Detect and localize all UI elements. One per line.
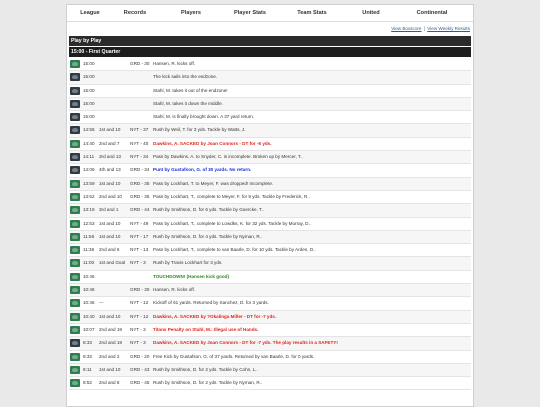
play-down: 1st and 10 <box>99 220 121 226</box>
nav-league[interactable]: League <box>80 10 100 16</box>
team-logo-grd-icon <box>70 313 80 321</box>
play-down: 4th and 13 <box>99 167 121 173</box>
play-row <box>69 364 471 377</box>
play-row <box>69 297 471 310</box>
play-description: Rush by Smithson, D. for 6 yds. Tackle by Goercke, T.. <box>153 207 264 213</box>
play-time: 9:11 <box>83 366 92 372</box>
top-nav <box>67 5 473 22</box>
play-position: NYT - 3 <box>130 260 146 266</box>
play-description: Rush by Smithson, D. for 2 yds. Tackle by Nyman, R.. <box>153 380 263 386</box>
play-time: 14:11 <box>83 154 95 160</box>
play-description: Rush by Smithson, D. for 2 yds. Tackle by Cohn, L.. <box>153 366 258 372</box>
play-down: 1st and 10 <box>99 313 121 319</box>
team-logo-grd-icon <box>70 326 80 334</box>
team-logo-nyt-icon <box>70 113 80 121</box>
play-time: 8:33 <box>83 340 92 346</box>
team-logo-nyt-icon <box>70 126 80 134</box>
play-time: 12:53 <box>83 220 95 226</box>
play-description: Free Kick by Gustafson, G. of 37 yards. Returned by van Baarle, D. for 0 yards. <box>153 353 315 359</box>
team-logo-grd-icon <box>70 220 80 228</box>
play-time: 10:46 <box>83 300 95 306</box>
plays-list <box>69 58 471 390</box>
result-links <box>391 26 470 31</box>
play-description: Rush by Smithson, D. for 4 yds. Tackle by Nyman, R.. <box>153 233 263 239</box>
play-row <box>69 351 471 364</box>
team-logo-grd-icon <box>70 366 80 374</box>
play-position: GRD - 43 <box>130 366 150 372</box>
play-time: 8:52 <box>83 380 92 386</box>
nav-players[interactable]: Players <box>181 10 201 16</box>
play-description: The kick sails into the endzone. <box>153 74 218 80</box>
play-row <box>69 337 471 350</box>
team-logo-grd-icon <box>70 286 80 294</box>
play-description: Pass by Lockhart, T., complete to van Baarle, D. for 10 yds. Tackle by Arden, D.. <box>153 247 316 253</box>
team-logo-grd-icon <box>70 233 80 241</box>
view-boxscore-link[interactable]: View Boxscore <box>391 26 422 31</box>
play-down: 2nd and 19 <box>99 340 122 346</box>
play-down: 2nd and 6 <box>99 247 120 253</box>
team-logo-grd-icon <box>70 299 80 307</box>
play-time: 11:56 <box>83 233 95 239</box>
play-down: 2nd and 8 <box>99 380 120 386</box>
team-logo-grd-icon <box>70 206 80 214</box>
team-logo-grd-icon <box>70 273 80 281</box>
play-position: NYT - 3 <box>130 340 146 346</box>
play-row <box>69 271 471 284</box>
play-description: Stahl, M. is finally brought down. A 37 yard return. <box>153 114 255 120</box>
play-description: Dawkins, A. SACKED by Joan Connors - DT for -6 yds. <box>153 140 272 146</box>
play-position: NYT - 17 <box>130 233 149 239</box>
nav-united[interactable]: United <box>362 10 380 16</box>
play-position: NYT - 12 <box>130 300 149 306</box>
play-down: 2nd and 10 <box>99 193 122 199</box>
play-time: 15:00 <box>83 61 95 66</box>
play-position: NYT - 34 <box>130 154 149 160</box>
play-down: 2nd and 19 <box>99 326 122 332</box>
play-time: 14:55 <box>83 127 95 133</box>
play-description: Hansen, R. kicks off. <box>153 287 196 293</box>
play-description: Stahl, M. takes it down the middle. <box>153 100 223 106</box>
play-row <box>69 124 471 137</box>
play-time: 13:19 <box>83 207 95 213</box>
team-logo-nyt-icon <box>70 339 80 347</box>
team-logo-grd-icon <box>70 246 80 254</box>
play-row <box>69 164 471 177</box>
team-logo-grd-icon <box>70 180 80 188</box>
play-position: GRD - 35 <box>130 193 150 199</box>
play-row <box>69 218 471 231</box>
play-down: 1st and 10 <box>99 180 121 186</box>
play-time: 15:00 <box>83 74 95 80</box>
view-weekly-results-link[interactable]: View Weekly Results <box>427 26 470 31</box>
play-down: 1st and Goal <box>99 260 126 266</box>
play-time: 11:00 <box>83 260 95 266</box>
nav-records[interactable]: Records <box>123 10 147 16</box>
play-row <box>69 71 471 84</box>
team-logo-nyt-icon <box>70 100 80 108</box>
play-position: NYT - 12 <box>130 313 149 319</box>
play-time: 15:00 <box>83 87 95 93</box>
play-position: GRD - 44 <box>130 207 150 213</box>
team-logo-nyt-icon <box>70 87 80 95</box>
play-down: 1st and 10 <box>99 233 121 239</box>
play-down: 1st and 10 <box>99 366 121 372</box>
team-logo-nyt-icon <box>70 166 80 174</box>
play-time: 13:59 <box>83 180 95 186</box>
nav-continental[interactable]: Continental <box>416 10 448 16</box>
play-time: 11:36 <box>83 247 95 253</box>
play-position: GRD - 35 <box>130 180 150 186</box>
play-row <box>69 204 471 217</box>
play-description: Titans Penalty on Stahl, M.: Illegal use of Hands. <box>153 326 259 332</box>
play-down: 2nd and 7 <box>99 140 120 146</box>
play-row <box>69 284 471 297</box>
play-description: Kickoff of 61 yards. Returned by Sanchez, D. for 3 yards. <box>153 300 269 306</box>
play-row <box>69 231 471 244</box>
play-position: GRD - 30 <box>130 287 150 293</box>
play-down: 3rd and 1 <box>99 207 119 213</box>
play-row <box>69 138 471 151</box>
play-position: NYT - 37 <box>130 127 149 133</box>
play-time: 15:00 <box>83 100 95 106</box>
play-description: Pass by Lockhart, T. to Meyer, F. was dropped! Incomplete. <box>153 180 274 186</box>
play-description: Rush by Weil, T. for 3 yds. Tackle by Watts, J. <box>153 127 246 133</box>
team-logo-grd-icon <box>70 259 80 267</box>
play-description: Pass by Lockhart, T., complete to Lowdks, K. for 32 yds. Tackle by Murray, D.. <box>153 220 312 226</box>
team-logo-nyt-icon <box>70 73 80 81</box>
nav-player-stats[interactable]: Player Stats <box>233 10 267 16</box>
play-time: 9:33 <box>83 353 92 359</box>
play-position: GRD - 34 <box>130 167 150 173</box>
play-position: GRD - 20 <box>130 353 150 359</box>
play-row <box>69 377 471 390</box>
team-logo-grd-icon <box>70 193 80 201</box>
play-description: Rush by Travis Lockhart for 3 yds. <box>153 260 223 266</box>
play-description: Pass by Lockhart, T., complete to Meyer, F. for 9 yds. Tackle by Frederick, R.. <box>153 193 310 199</box>
play-position: NYT - 49 <box>130 220 149 226</box>
play-description: Dawkins, A. SACKED by Joan Connors - DT for -7 yds. The play results in a SAFETY! <box>153 340 338 346</box>
quarter-header: 15:00 - First Quarter <box>69 47 471 57</box>
play-time: 10:46 <box>83 287 95 293</box>
play-row <box>69 191 471 204</box>
play-time: 14:40 <box>83 140 95 146</box>
play-description: Dawkins, A. SACKED by ?Okalinga Miller - DT for -7 yds. <box>153 313 277 319</box>
play-time: 10:40 <box>83 313 95 319</box>
nav-team-stats[interactable]: Team Stats <box>297 10 327 16</box>
play-time: 10:07 <box>83 326 95 332</box>
play-row <box>69 151 471 164</box>
play-row <box>69 85 471 98</box>
play-down: 3rd and 13 <box>99 154 121 160</box>
play-row <box>69 178 471 191</box>
play-time: 13:52 <box>83 193 95 199</box>
play-down: 1st and 10 <box>99 127 121 133</box>
play-by-play-header: Play by Play <box>69 36 471 46</box>
play-description: Stahl, M. takes it out of the endzone! <box>153 87 228 93</box>
page-container <box>66 4 474 407</box>
team-logo-grd-icon <box>70 353 80 361</box>
play-position: NYT - 3 <box>130 326 146 332</box>
play-row <box>69 311 471 324</box>
team-logo-grd-icon <box>70 140 80 148</box>
play-description: TOUCHDOWN! (Hansen kick good) <box>153 273 229 279</box>
play-description: Punt by Gustafson, G. of 30 yards. No return. <box>153 167 252 173</box>
play-description: Pass by Dawkins, A. to Snyder, C. is incomplete. Broken up by Mercer, T.. <box>153 154 303 160</box>
play-position: NYT - 13 <box>130 247 149 253</box>
play-row <box>69 244 471 257</box>
play-row <box>69 324 471 337</box>
play-row <box>69 111 471 124</box>
link-separator: | <box>423 26 425 31</box>
play-description: Hansen, R. kicks off. <box>153 61 196 66</box>
team-logo-grd-icon <box>70 379 80 387</box>
play-time: 15:00 <box>83 114 95 120</box>
team-logo-grd-icon <box>70 60 80 68</box>
play-position: NYT - 40 <box>130 140 149 146</box>
play-position: GRD - 45 <box>130 380 150 386</box>
play-row <box>69 257 471 270</box>
play-position: GRD - 30 <box>130 61 150 66</box>
team-logo-nyt-icon <box>70 153 80 161</box>
play-down: --- <box>99 300 104 306</box>
play-down: 2nd and 2 <box>99 353 120 359</box>
play-time: 10:46 <box>83 273 95 279</box>
play-row <box>69 98 471 111</box>
play-row <box>69 58 471 71</box>
play-time: 14:06 <box>83 167 95 173</box>
